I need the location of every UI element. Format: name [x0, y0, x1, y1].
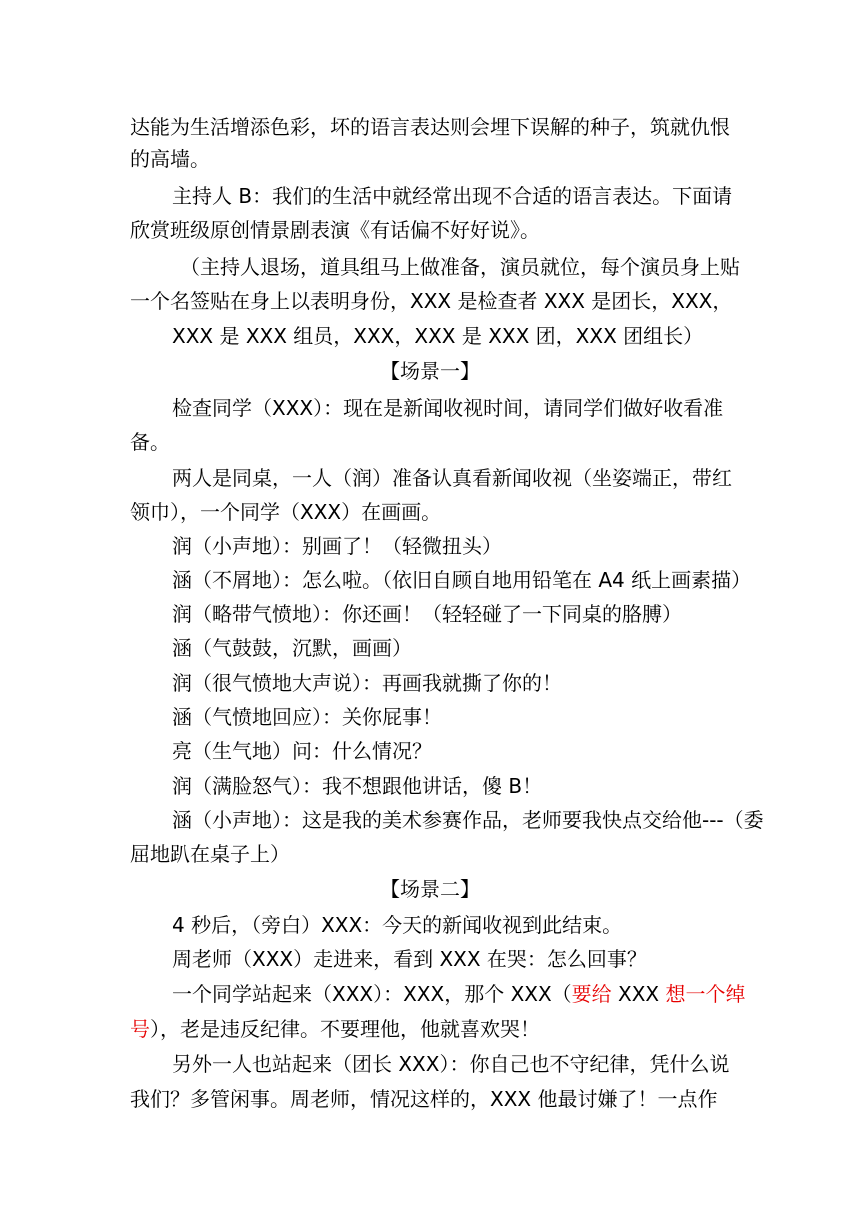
highlight-text: 想一个绰: [665, 982, 746, 1006]
dialogue-line: 备。: [130, 430, 170, 454]
stage-direction: （主持人退场，道具组马上做准备，演员就位，每个演员身上贴: [180, 255, 740, 279]
dialogue-line: 周老师（XXX）走进来，看到 XXX 在哭：怎么回事？: [172, 947, 647, 971]
dialogue-line-with-highlight: [130, 1015, 540, 1043]
dialogue-text: ），老是违反纪律。不要理他，他就喜欢哭！: [150, 1017, 540, 1041]
scene-one-heading: 【场景一】: [380, 359, 480, 383]
dialogue-line: 润（略带气愤地）：你还画！（轻轻碰了一下同桌的胳膊）: [172, 602, 682, 626]
highlight-text: 号: [130, 1017, 150, 1041]
scene-two-heading: 【场景二】: [380, 877, 480, 901]
dialogue-line: 领巾），一个同学（XXX）在画画。: [130, 500, 442, 524]
paragraph-line: 欣赏班级原创情景剧表演《有话偏不好好说》。: [130, 218, 540, 242]
dialogue-text: 一个同学站起来（XXX）：XXX，那个 XXX（: [172, 982, 572, 1006]
dialogue-text: XXX: [611, 982, 666, 1006]
paragraph-line: 的高墙。: [130, 147, 210, 171]
dialogue-line: 涵（气愤地回应）：关你屁事！: [172, 705, 442, 729]
dialogue-line: 润（满脸怒气）：我不想跟他讲话，傻 B！: [172, 774, 543, 798]
dialogue-line: 我们？多管闲事。周老师，情况这样的，XXX 他最讨嫌了！一点作: [130, 1087, 718, 1111]
dialogue-line: 涵（不屑地）：怎么啦。（依旧自顾自地用铅笔在 A4 纸上画素描）: [172, 568, 752, 592]
dialogue-line: 两人是同桌，一人（润）准备认真看新闻收视（坐姿端正，带红: [172, 466, 732, 490]
highlight-text: 要给: [571, 982, 612, 1006]
dialogue-line: 涵（气鼓鼓，沉默，画画）: [172, 636, 412, 660]
dialogue-line: 润（小声地）：别画了！（轻微扭头）: [172, 534, 502, 558]
dialogue-line: 润（很气愤地大声说）：再画我就撕了你的！: [172, 671, 562, 695]
host-b-line: 主持人 B：我们的生活中就经常出现不合适的语言表达。下面请: [172, 184, 733, 208]
dialogue-line: 另外一人也站起来（团长 XXX）：你自己也不守纪律，凭什么说: [172, 1052, 730, 1076]
dialogue-line: 屈地趴在桌子上）: [130, 842, 290, 866]
stage-direction: XXX 是 XXX 组员，XXX，XXX 是 XXX 团，XXX 团组长）: [172, 324, 704, 348]
dialogue-line: 4 秒后，（旁白）XXX：今天的新闻收视到此结束。: [172, 913, 623, 937]
dialogue-line: 亮（生气地）问：什么情况？: [172, 739, 432, 763]
paragraph-line: 达能为生活增添色彩，坏的语言表达则会埋下误解的种子，筑就仇恨: [130, 115, 730, 139]
dialogue-line: 涵（小声地）：这是我的美术参赛作品，老师要我快点交给他---（委: [172, 808, 764, 832]
stage-direction: 一个名签贴在身上以表明身份，XXX 是检查者 XXX 是团长，XXX，: [130, 289, 733, 313]
dialogue-line-with-highlight: [172, 980, 746, 1008]
dialogue-line: 检查同学（XXX）：现在是新闻收视时间，请同学们做好收看准: [172, 396, 724, 420]
